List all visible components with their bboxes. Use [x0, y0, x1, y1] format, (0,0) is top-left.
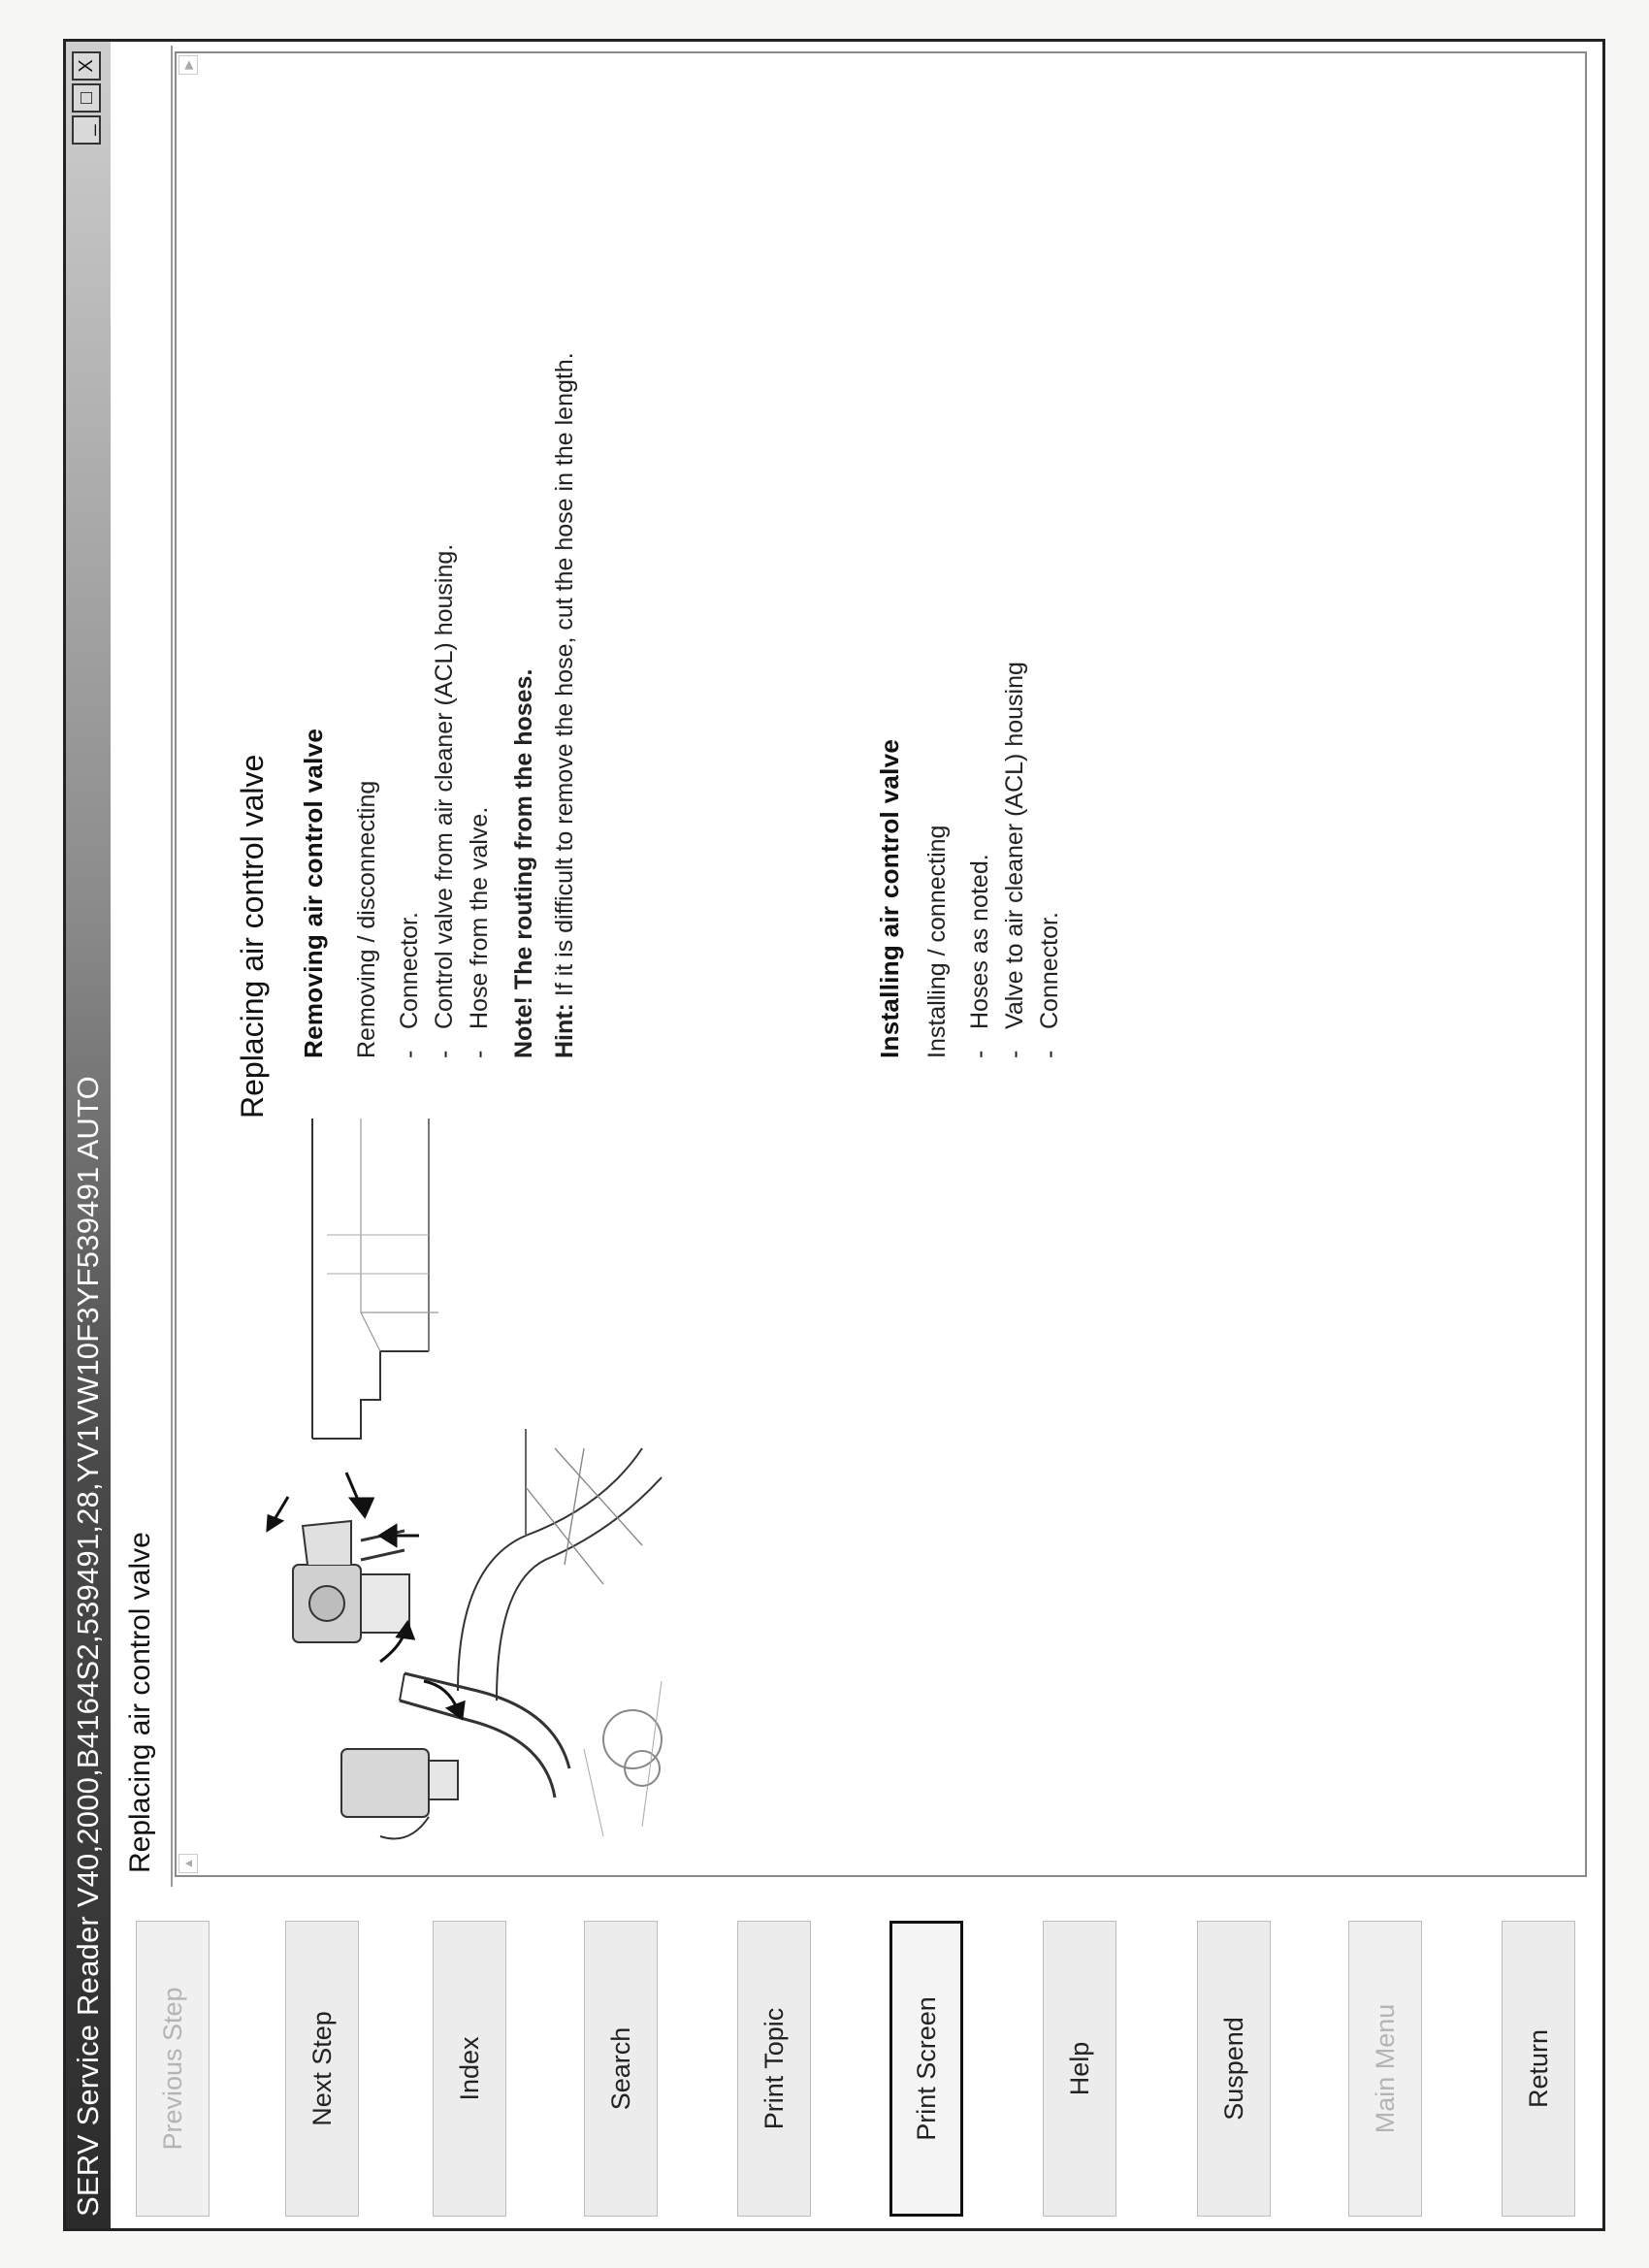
index-button[interactable]: Index	[433, 1921, 506, 2217]
hint-line: Hint: If it is difficult to remove the hose, cut the hose in the length.	[551, 352, 578, 1058]
topic-header	[114, 46, 173, 1887]
installing-item: -Valve to air cleaner (ACL) housing	[1001, 662, 1028, 1058]
previous-step-button[interactable]: Previous Step	[136, 1921, 210, 2217]
print-screen-button[interactable]: Print Screen	[889, 1921, 963, 2217]
title-bar[interactable]	[66, 42, 111, 2228]
next-step-button[interactable]: Next Step	[285, 1921, 359, 2217]
removing-item: -Hose from the valve.	[466, 806, 493, 1058]
service-reader-window	[63, 39, 1605, 2231]
main-menu-button[interactable]: Main Menu	[1348, 1921, 1422, 2217]
removing-heading: Removing air control valve	[299, 728, 328, 1058]
installing-item: -Connector.	[1036, 912, 1063, 1058]
maximize-button[interactable]: □	[72, 83, 101, 113]
scroll-up-icon[interactable]: ▲	[178, 1854, 198, 1873]
removing-item: -Control valve from air cleaner (ACL) housing.	[431, 543, 458, 1058]
help-button[interactable]: Help	[1043, 1921, 1116, 2217]
content-panel[interactable]	[175, 51, 1587, 1877]
return-button[interactable]: Return	[1502, 1921, 1575, 2217]
minimize-button[interactable]: _	[72, 115, 101, 145]
installing-item: -Hoses as noted.	[966, 854, 993, 1058]
close-button[interactable]: X	[72, 51, 101, 81]
window-title: SERV Service Reader V40,2000,B4164S2,539491,28,YV1VW10F3YF539491 AUTO	[71, 1076, 105, 2217]
search-button[interactable]: Search	[584, 1921, 658, 2217]
installing-intro: Installing / connecting	[923, 825, 951, 1058]
navigation-toolbar	[111, 1889, 1602, 2228]
window-controls	[72, 51, 101, 145]
print-topic-button[interactable]: Print Topic	[737, 1921, 811, 2217]
air-control-valve-illustration	[235, 1118, 681, 1856]
removing-item: -Connector.	[396, 912, 423, 1058]
breadcrumb: Replacing air control valve	[124, 1532, 156, 1873]
note-line: Note! The routing from the hoses.	[510, 668, 537, 1058]
removing-intro: Removing / disconnecting	[353, 780, 380, 1058]
suspend-button[interactable]: Suspend	[1197, 1921, 1271, 2217]
installing-heading: Installing air control valve	[875, 738, 904, 1058]
scroll-right-icon[interactable]: ▶	[178, 55, 198, 75]
topic-title: Replacing air control valve	[235, 754, 270, 1118]
